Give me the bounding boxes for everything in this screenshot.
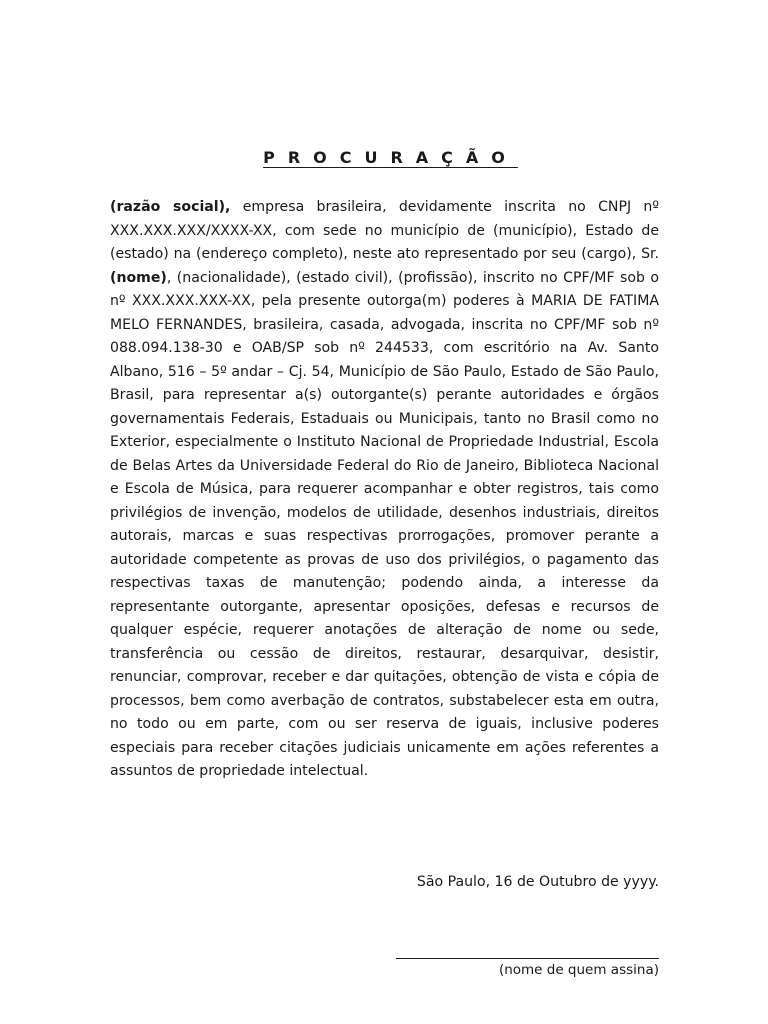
date-line: São Paulo, 16 de Outubro de yyyy. — [416, 874, 659, 890]
document-body — [110, 196, 659, 784]
body-text-part-2: , (nacionalidade), (estado civil), (profissão), inscrito no CPF/MF sob o nº XXX.XXX.XXX-XX, pela presente outorga(m) poderes à MARIA DE FATIMA MELO FERNANDES, brasileira, casada, advogada, inscrita no CPF/MF sob nº 088.094.138-30 e OAB/SP sob nº 244533, com escritório na Av. Santo Albano, 516 – 5º andar – Cj. 54, Município de São Paulo, Estado de São Paulo, Brasil, para representar a(s) outorgante(s) perante autoridades e órgãos governamentais Federais, Estaduais ou Municipais, tanto no Brasil como no Exterior, especialmente o Instituto Nacional de Propriedade Industrial, Escola de Belas Artes da Universidade Federal do Rio de Janeiro, Biblioteca Nacional e Escola de Música, para requerer acompanhar e obter registros, tais como privilégios de invenção, modelos de utilidade, desenhos industriais, direitos autorais, marcas e suas respectivas prorrogações, promover perante a autoridade competente as provas de uso dos privilégios, o pagamento das respectivas taxas de manutenção; podendo ainda, a interesse da representante outorgante, apresentar oposições, defesas e recursos de qualquer espécie, requerer anotações de alteração de nome ou sede, transferência ou cessão de direitos, restaurar, desarquivar, desistir, renunciar, comprovar, receber e dar quitações, obtenção de vista e cópia de processos, bem como averbação de contratos, substabelecer esta em outra, no todo ou em parte, com ou ser reserva de iguais, inclusive poderes especiais para receber citações judiciais unicamente em ações referentes a assuntos de propriedade intelectual. — [110, 269, 659, 779]
signer-name-placeholder: (nome) — [110, 269, 167, 286]
signature-label: (nome de quem assina) — [498, 962, 659, 978]
document-title-text: PROCURAÇÃO — [263, 148, 518, 167]
company-name-placeholder: (razão social), — [110, 199, 231, 215]
signature-line — [396, 958, 659, 959]
document-title — [0, 147, 768, 169]
body-text-part-1: empresa brasileira, devidamente inscrita no CNPJ nº XXX.XXX.XXX/XXXX-XX, com sede no município de (município), Estado de (estado) na (endereço completo), neste ato representado por seu (cargo), Sr. — [110, 199, 659, 262]
